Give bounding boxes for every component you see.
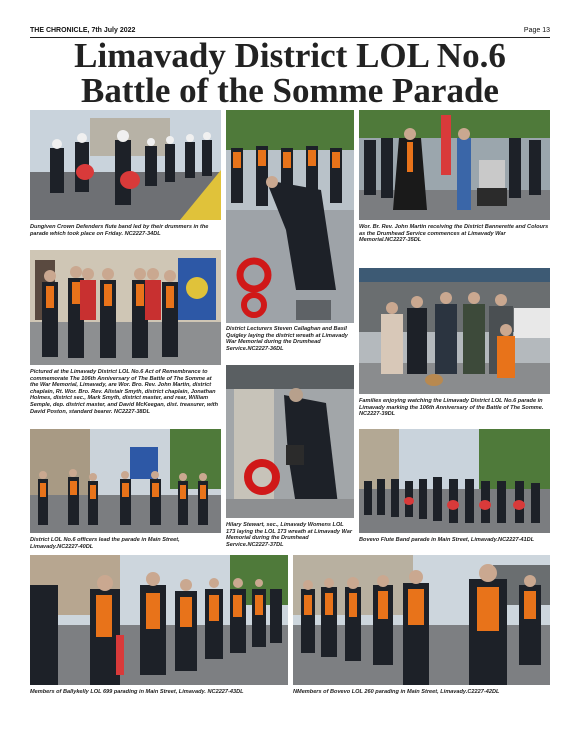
caption-bovevo-band: Bovevo Flute Band parade in Main Street, Limavady.NC2227-41DL: [359, 537, 535, 543]
caption-families: Families enjoying watching the Limavady District LOL No.6 parade in Limavady marking the 106th Anniversary of the Battle of The Somme. NC2227-39DL: [359, 398, 544, 418]
photo-ballykelly-lol-699: [30, 555, 288, 685]
caption-flute-band: Dungiven Crown Defenders flute band led by their drummers in the parade which took place on Friday. NC2227-34DL: [30, 224, 209, 237]
photo-bovevo-flute-band: [359, 429, 550, 533]
caption-district-wreath: District Lecturers Steven Callaghan and Basil Quigley laying the district wreath at Limavady War Memorial during the Drumhead Service.NC2227-36DL: [226, 326, 348, 352]
caption-district-officers: Pictured at the Limavady District LOL No.6 Act of Remembrance to commemorate The 106th Anniversary of The Battle of The Somme at the War Memorial, Limavady, are Wor. Bro. Rev. John Martin, district chaplain, Rt. Wor. Bro. Rev. Alistair Smyth, district chaplain, Jonathan Holmes, district sec., Mark Smyth, district master, and rear, William Semple, dep. district master, and David McKeegan, dist. treasurer, with David Poston, standard bearer. NC2227-38DL: [30, 369, 219, 415]
photo-district-wreath-laying: [226, 110, 354, 323]
photo-lol173-wreath: [226, 365, 354, 518]
page-headline: [30, 38, 550, 108]
caption-lol173-wreath: Hilary Stewart, sec., Limavady Womens LOL 173 laying the LOL 173 wreath at Limavady War Memorial during the Drumhead Service.NC2227-37DL: [226, 522, 353, 548]
photo-families-watching: [359, 268, 550, 394]
newspaper-masthead: THE CHRONICLE, 7th July 2022: [30, 27, 136, 34]
caption-officers-lead: District LOL No.6 officers lead the parade in Main Street, Limavady.NC2227-40DL: [30, 537, 180, 550]
photo-officers-lead-parade: [30, 429, 221, 533]
caption-bovevo-lol-260: NMembers of Bovevo LOL 260 parading in Main Street, Limavady.C2227-42DL: [293, 689, 500, 695]
photo-bovevo-lol-260: [293, 555, 550, 685]
headline-line-2: Battle of the Somme Parade: [81, 71, 499, 110]
caption-ballykelly: Members of Ballykelly LOL 699 parading in Main Street, Limavady. NC2227-43DL: [30, 689, 244, 695]
photo-drumhead-service: [359, 110, 550, 220]
photo-flute-band-drummers: [30, 110, 221, 220]
caption-drumhead-service: Wor. Br. Rev. John Martin receiving the District Bannerette and Colours as the Drumhead Service commences at Limavady War Memorial.NC2227-35DL: [359, 224, 549, 244]
photo-district-officers-group: [30, 250, 221, 365]
page-number: Page 13: [523, 27, 550, 34]
headline-line-1: Limavady District LOL No.6: [74, 36, 506, 75]
